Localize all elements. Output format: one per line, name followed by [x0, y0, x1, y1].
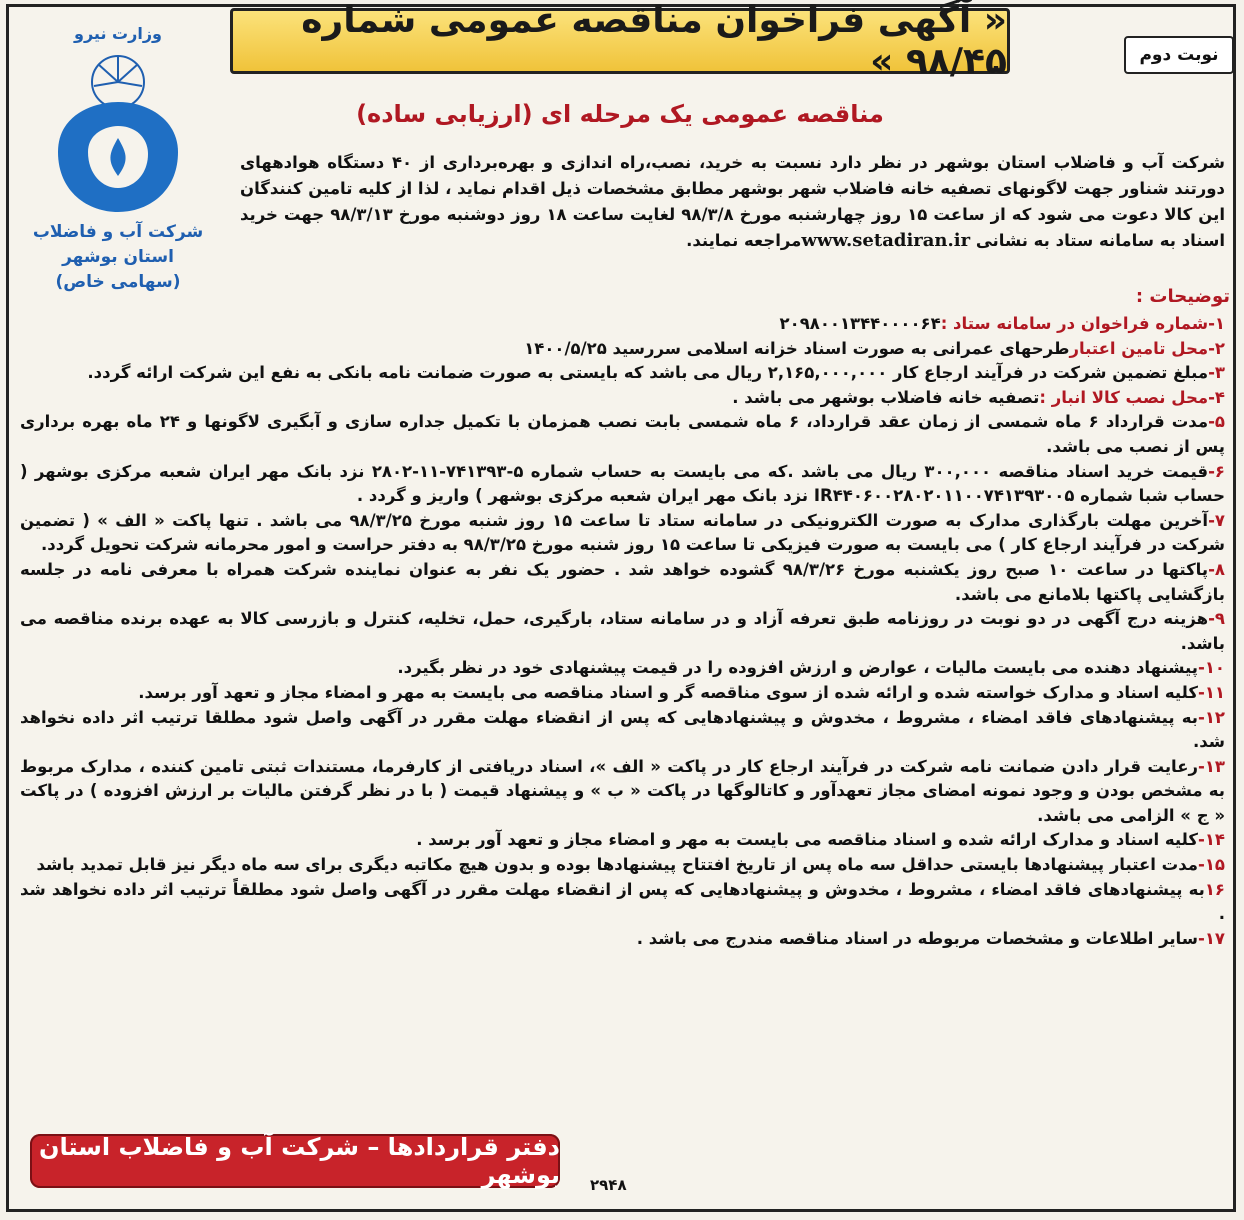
list-item: [20, 410, 1225, 459]
notes-title: توضیحات :: [1135, 286, 1230, 307]
item-number: ۱۷-: [1197, 928, 1225, 948]
item-number: ۱۵-: [1197, 855, 1225, 875]
footer-banner: دفتر قراردادها – شرکت آب و فاضلاب استان بوشهر: [30, 1134, 560, 1188]
notice-code: ۲۹۴۸: [590, 1176, 627, 1194]
item-text: طرحهای عمرانی به صورت اسناد خزانه اسلامی سررسید ۱۴۰۰/۵/۲۵: [524, 338, 1070, 358]
list-item: [20, 509, 1225, 558]
item-text: کلیه اسناد و مدارک خواسته شده و ارائه شده از سوی مناقصه گر و اسناد مناقصه می بایست به مهر و امضاء مجاز و تعهد آور برسد.: [138, 682, 1198, 702]
company-name: [18, 220, 218, 295]
intro-suffix: مراجعه نمایند.: [686, 231, 802, 250]
item-number: ۱-: [1208, 314, 1225, 333]
list-item: [20, 853, 1225, 878]
list-item: [20, 927, 1225, 952]
item-number: ۸-: [1208, 559, 1225, 579]
list-item: [20, 361, 1225, 386]
item-number: ۱۴-: [1197, 830, 1225, 850]
list-item: [20, 755, 1225, 829]
item-text: آخرین مهلت بارگذاری مدارک به صورت الکترونیکی در سامانه ستاد تا ساعت ۱۵ روز شنبه مورخ ۹۸/۳/۲۵ می باشد . تنها پاکت « الف » ( تضمین شرکت در فرآیند ارجاع کار ) می بایست به صورت فیزیکی تا ساعت ۱۵ روز شنبه مورخ ۹۸/۳/۲۵ به دفتر حراست و امور محرمانه شرکت تحویل گردد.: [20, 510, 1225, 555]
list-item: [20, 337, 1225, 362]
item-number: ۷-: [1208, 510, 1225, 530]
list-item: [20, 828, 1225, 853]
item-text: مدت قرارداد ۶ ماه شمسی از زمان عقد قرارداد، ۶ ماه شمسی بابت نصب همزمان با تکمیل جداره سازی و آبگیری لاگونها و ۲۴ ماه بهره برداری پس از نصب می باشد.: [20, 412, 1225, 456]
item-text: هزینه درج آگهی در دو نوبت در روزنامه طبق تعرفه آزاد و در سامانه ستاد، بارگیری، حمل، تخلیه، کنترل و بازرسی کالا به عهده برنده مناقصه می باشد.: [20, 609, 1225, 653]
item-number: ۱۰-: [1197, 658, 1225, 678]
list-item: [20, 558, 1225, 607]
company-line-3: (سهامی خاص): [55, 272, 181, 292]
turn-badge: نوبت دوم: [1124, 36, 1234, 74]
list-item: [20, 460, 1225, 509]
ministry-label: وزارت نیرو: [74, 24, 162, 43]
item-number: ۴-: [1208, 387, 1225, 407]
list-item: [20, 681, 1225, 706]
item-text: ۲۰۹۸۰۰۱۳۴۴۰۰۰۰۶۴: [779, 314, 941, 333]
item-number: ۵-: [1208, 412, 1225, 432]
item-label: محل نصب کالا انبار :: [1039, 387, 1209, 407]
item-number: ۹-: [1208, 609, 1225, 629]
list-item: [20, 312, 1225, 337]
item-number: ۱۱-: [1197, 682, 1225, 702]
tender-subtitle: مناقصه عمومی یک مرحله ای (ارزیابی ساده): [356, 100, 884, 128]
item-number: ۳-: [1208, 363, 1225, 383]
intro-paragraph: [240, 150, 1225, 254]
item-text: پاکتها در ساعت ۱۰ صبح روز یکشنبه مورخ ۹۸/۳/۲۶ گشوده خواهد شد . حضور یک نفر به عنوان نماینده شرکت همراه با معرفی نامه در جلسه بازگشایی پاکتها بلامانع می باشد.: [20, 559, 1225, 604]
item-text: کلیه اسناد و مدارک ارائه شده و اسناد مناقصه می بایست به مهر و امضاء مجاز و تعهد آور برسد .: [416, 830, 1198, 850]
setad-link[interactable]: www.setadiran.ir: [801, 230, 971, 251]
item-text: مدت اعتبار پیشنهادها بایستی حداقل سه ماه پس از تاریخ افتتاح پیشنهادها بوده و بدون هیچ مکاتبه دیگری برای سه ماه دیگر نیز قابل تمدید باشد: [36, 855, 1198, 875]
list-item: [20, 656, 1225, 681]
list-item: [20, 386, 1225, 411]
intro-text: شرکت آب و فاضلاب استان بوشهر در نظر دارد نسبت به خرید، نصب،راه اندازی و بهره‌برداری از ۴۰ دستگاه هوادههای دورتند شناور جهت لاگونهای تصفیه خانه فاضلاب شهر بوشهر مطابق مشخصات ذیل اقدام نماید ، لذا از کلیه تامین کنندگان این کالا دعوت می شود که از ساعت ۱۵ روز چهارشنبه مورخ ۹۸/۳/۸ لغایت ساعت ۱۸ روز دوشنبه مورخ ۹۸/۳/۱۳ جهت خرید اسناد به سامانه ستاد به نشانی: [240, 153, 1226, 250]
item-text: مبلغ تضمین شرکت در فرآیند ارجاع کار ۲,۱۶۵,۰۰۰,۰۰۰ ریال می باشد که بایستی به صورت ضمانت نامه بانکی به نفع این شرکت ارائه گردد.: [87, 363, 1209, 383]
notice-title: « آگهی فراخوان مناقصه عمومی شماره ۹۸/۴۵ »: [230, 8, 1010, 74]
company-logo: [18, 20, 218, 300]
company-line-1: شرکت آب و فاضلاب: [32, 222, 204, 242]
item-text: به پیشنهادهای فاقد امضاء ، مشروط ، مخدوش و پیشنهادهایی که پس از انقضاء مهلت مقرر در آگهی واصل شود مطلقاً ترتیب اثر داده نخواهد شد .: [20, 879, 1225, 924]
item-number: ۱۶: [1204, 879, 1225, 899]
item-label: محل تامین اعتبار: [1069, 338, 1209, 358]
item-text: سایر اطلاعات و مشخصات مربوطه در اسناد مناقصه مندرج می باشد .: [636, 928, 1198, 948]
notes-list: [20, 312, 1225, 951]
list-item: [20, 607, 1225, 656]
item-number: ۱۳-: [1197, 756, 1225, 776]
item-text: تصفیه خانه فاضلاب بوشهر می باشد .: [732, 387, 1040, 407]
item-number: ۲-: [1208, 338, 1225, 358]
item-text: رعایت قرار دادن ضمانت نامه شرکت در فرآیند ارجاع کار در پاکت « الف »، اسناد دریافتی از کارفرما، مستندات ثبتی تامین کننده ، مدارک مربوط به مشخص بودن و وجود نمونه امضای مجاز تعهدآور و کاتالوگها در پاکت « ب » و پیشنهاد قیمت ( با در نظر گرفتن مالیات بر ارزش افزوده ) در پاکت « ج » الزامی می باشد.: [20, 756, 1225, 825]
item-text: به پیشنهادهای فاقد امضاء ، مشروط ، مخدوش و پیشنهادهایی که پس از انقضاء مهلت مقرر در آگهی واصل شود مطلقا ترتیب اثر داده نخواهد شد.: [20, 707, 1225, 752]
item-label: شماره فراخوان در سامانه ستاد :: [940, 314, 1209, 333]
item-number: ۱۲-: [1197, 707, 1225, 727]
item-text: پیشنهاد دهنده می بایست مالیات ، عوارض و ارزش افزوده را در قیمت پیشنهادی خود در نظر بگیرد.: [397, 658, 1198, 678]
list-item: [20, 878, 1225, 927]
item-number: ۶-: [1208, 461, 1225, 481]
list-item: [20, 706, 1225, 755]
water-drop-icon: [18, 42, 218, 232]
company-line-2: استان بوشهر: [62, 247, 174, 267]
item-text: قیمت خرید اسناد مناقصه ۳۰۰,۰۰۰ ریال می باشد .که می بایست به حساب شماره ۵-۷۴۱۳۹۳-۱۱-۲۸۰۲ نزد بانک مهر ایران شعبه مرکزی بوشهر ( حساب شبا شماره IR۴۴۰۶۰۰۲۸۰۲۰۱۱۰۰۷۴۱۳۹۳۰۰۵ نزد بانک مهر ایران شعبه مرکزی بوشهر ) واریز و گردد .: [20, 461, 1225, 506]
